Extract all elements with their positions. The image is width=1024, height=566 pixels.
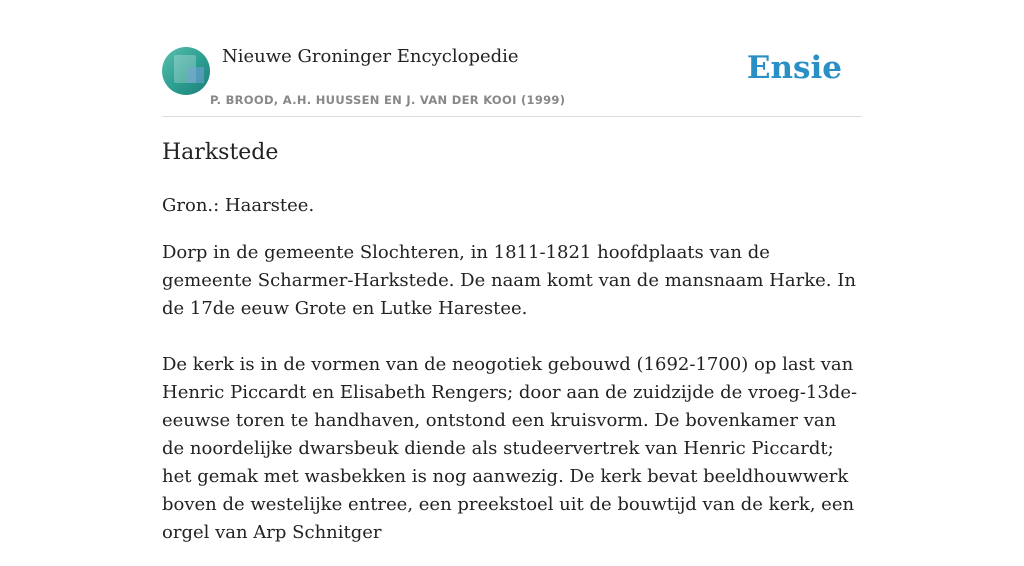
book-authors: P. BROOD, A.H. HUUSSEN EN J. VAN DER KOOI (1999) <box>210 93 566 107</box>
ensie-logo-link[interactable]: Ensie <box>746 50 842 86</box>
entry-content <box>162 192 862 566</box>
entry-paragraph: De kerk is in de vormen van de neogotiek gebouwd (1692-1700) op last van Henric Piccardt en Elisabeth Rengers; door aan de zuidzijde de vroeg-13de-eeuwse toren te handhaven, ontstond een kruisvorm. De bovenkamer van de noordelijke dwarsbeuk diende als studeervertrek van Henric Piccardt; het gemak met wasbekken is nog aanwezig. De kerk bevat beeldhouwwerk boven de westelijke entree, een preekstoel uit de bouwtijd van de kerk, een orgel van Arp Schnitger <box>162 354 858 543</box>
book-cover-detail <box>188 67 204 83</box>
book-title[interactable]: Nieuwe Groninger Encyclopedie <box>222 46 519 67</box>
entry-title: Harkstede <box>162 140 279 165</box>
entry-paragraph: Dorp in de gemeente Slochteren, in 1811-1821 hoofdplaats van de gemeente Scharmer-Harkstede. De naam komt van de mansnaam Harke. In de 17de eeuw Grote en Lutke Harestee. <box>162 242 856 319</box>
book-cover-thumbnail[interactable] <box>162 47 210 95</box>
entry-paragraph: Gron.: Haarstee. <box>162 195 315 216</box>
book-header <box>162 46 862 117</box>
